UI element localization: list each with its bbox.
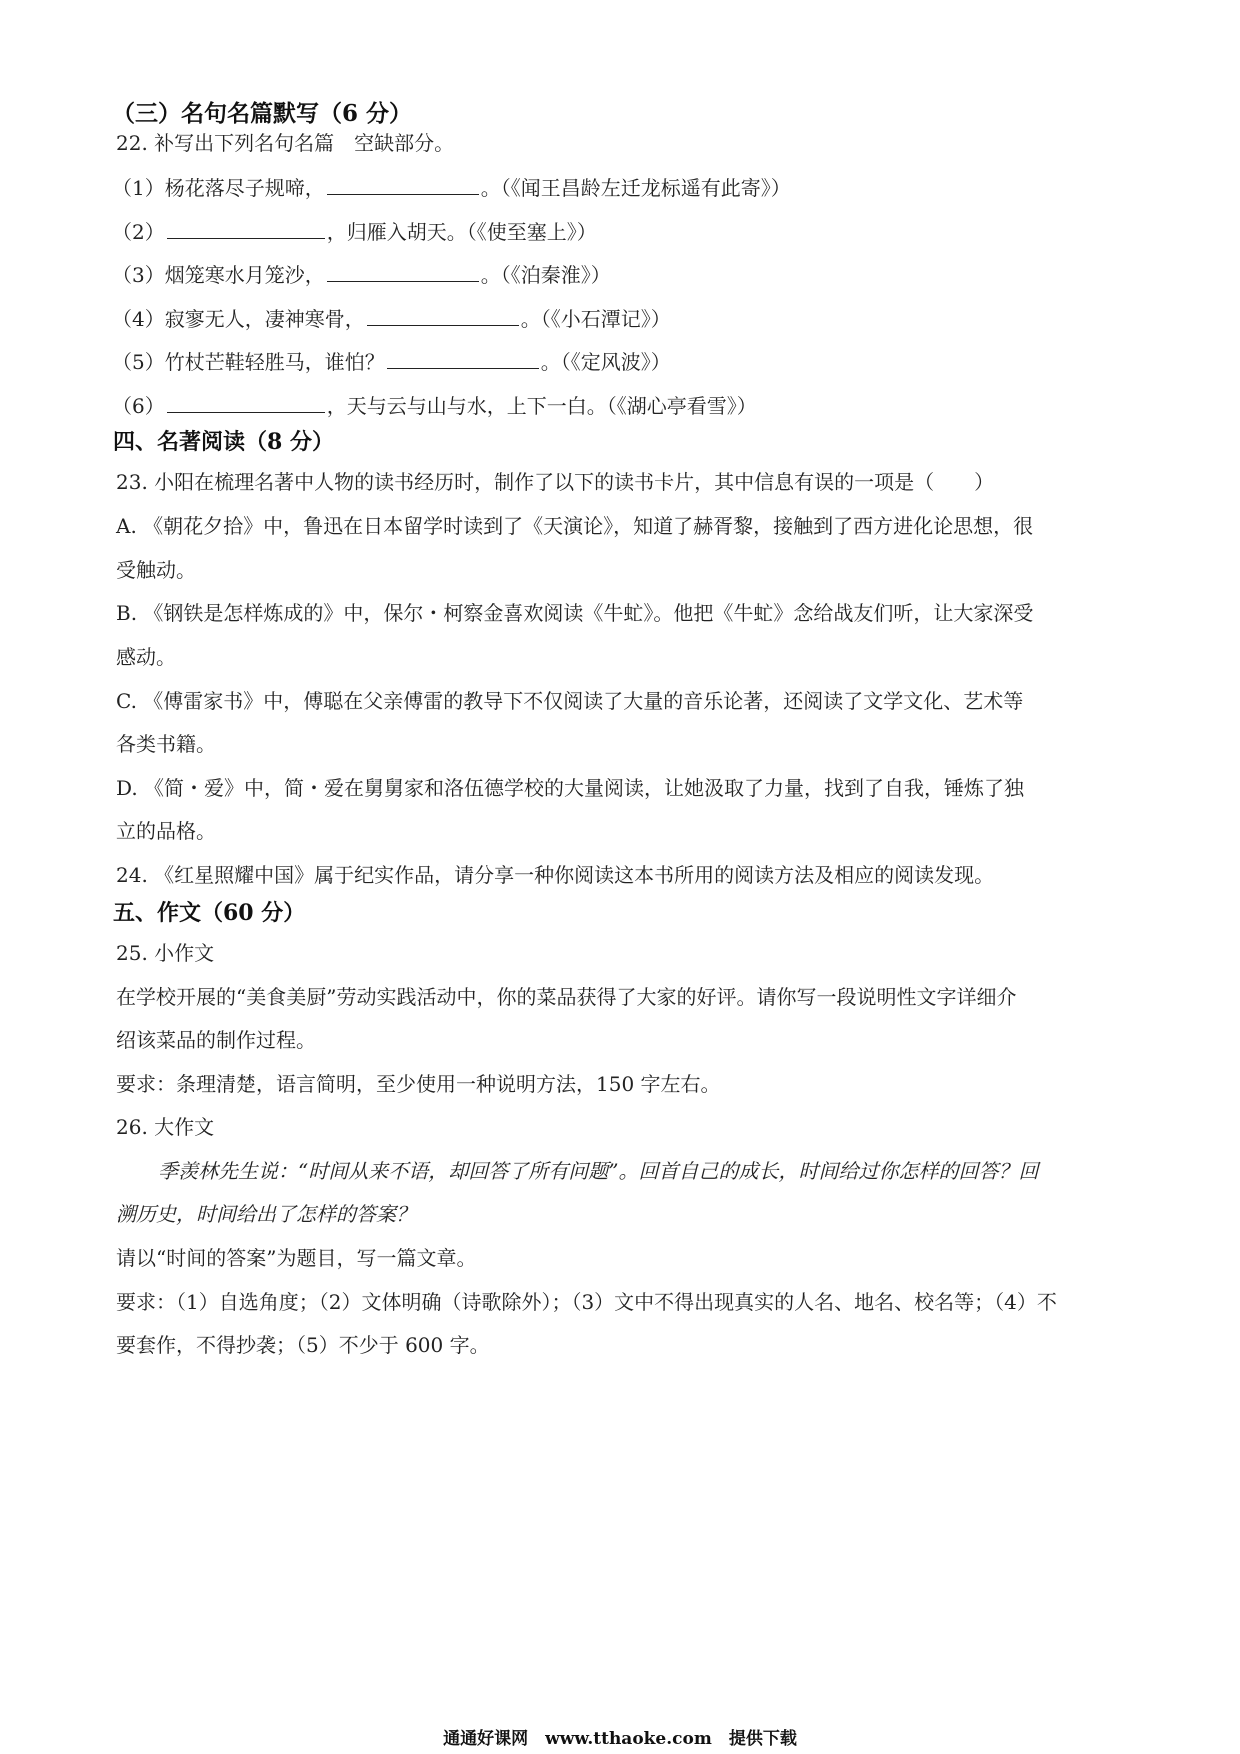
q26-requirement-line-2: 要套作，不得抄袭；（5）不少于 600 字。 [116, 1333, 490, 1357]
option-c-line-2: 各类书籍。 [116, 732, 216, 756]
q22-item-1-pre: （1）杨花落尽子规啼， [112, 176, 325, 200]
q22-item-1 [112, 174, 791, 201]
q22-item-1-post: 。（《闻王昌龄左迁龙标遥有此寄》） [480, 176, 791, 200]
q22-item-6-pre: （6） [112, 394, 165, 418]
q22-item-5-pre: （5）竹杖芒鞋轻胜马，谁怕？ [112, 350, 385, 374]
answer-blank[interactable] [367, 305, 519, 326]
q25-requirement: 要求：条理清楚，语言简明，至少使用一种说明方法，150 字左右。 [116, 1072, 721, 1096]
q22-item-6-post: ，天与云与山与水，上下一白。（《湖心亭看雪》） [326, 394, 757, 418]
option-d-line-1: D. 《简・爱》中，简・爱在舅舅家和洛伍德学校的大量阅读，让她汲取了力量，找到了自我，锤炼了独 [116, 776, 1025, 800]
answer-blank[interactable] [387, 348, 539, 369]
q26-quote-line-2: 溯历史，时间给出了怎样的答案？ [116, 1202, 416, 1226]
answer-blank[interactable] [327, 261, 479, 282]
option-a-line-2: 受触动。 [116, 558, 196, 582]
q22-item-3-pre: （3）烟笼寒水月笼沙， [112, 263, 325, 287]
answer-blank[interactable] [167, 218, 325, 239]
q26-requirement-line-1: 要求：（1）自选角度；（2）文体明确（诗歌除外）；（3）文中不得出现真实的人名、地名、校名等；（4）不 [116, 1290, 1057, 1314]
q22-item-3 [112, 261, 611, 288]
q22-item-6 [112, 392, 757, 419]
section-5-heading: 五、作文（60 分） [113, 900, 306, 926]
question-22: 22. 补写出下列名句名篇 空缺部分。 [116, 131, 455, 155]
q22-item-4-pre: （4）寂寥无人，凄神寒骨， [112, 307, 365, 331]
section-4-heading: 四、名著阅读（8 分） [113, 429, 334, 455]
answer-blank[interactable] [167, 392, 325, 413]
question-24: 24. 《红星照耀中国》属于纪实作品，请分享一种你阅读这本书所用的阅读方法及相应的阅读发现。 [116, 863, 995, 887]
page-footer: 通通好课网 www.tthaoke.com 提供下载 [443, 1729, 797, 1749]
option-c-line-1: C. 《傅雷家书》中，傅聪在父亲傅雷的教导下不仅阅读了大量的音乐论著，还阅读了文学文化、艺术等 [116, 689, 1024, 713]
q22-item-5-post: 。（《定风波》） [540, 350, 671, 374]
question-26: 26. 大作文 [116, 1115, 215, 1139]
q22-item-2-post: ，归雁入胡天。（《使至塞上》） [326, 220, 597, 244]
answer-blank[interactable] [327, 174, 479, 195]
q22-item-2-pre: （2） [112, 220, 165, 244]
q26-quote-line-1: 季羡林先生说：“时间从来不语，却回答了所有问题”。回首自己的成长，时间给过你怎样的回答？回 [158, 1159, 1039, 1183]
q26-prompt: 请以“时间的答案”为题目，写一篇文章。 [116, 1246, 477, 1270]
q22-item-2 [112, 218, 597, 245]
q25-text-line-1: 在学校开展的“美食美厨”劳动实践活动中，你的菜品获得了大家的好评。请你写一段说明性文字详细介 [116, 985, 1017, 1009]
option-b-line-1: B. 《钢铁是怎样炼成的》中，保尔・柯察金喜欢阅读《牛虻》。他把《牛虻》念给战友们听，让大家深受 [116, 601, 1034, 625]
option-a-line-1: A. 《朝花夕拾》中，鲁迅在日本留学时读到了《天演论》，知道了赫胥黎，接触到了西方进化论思想，很 [116, 514, 1034, 538]
section-3-heading: （三）名句名篇默写（6 分） [112, 100, 413, 127]
question-23: 23. 小阳在梳理名著中人物的读书经历时，制作了以下的读书卡片，其中信息有误的一项是（ ） [116, 470, 995, 494]
option-b-line-2: 感动。 [116, 645, 176, 669]
q22-item-5 [112, 348, 671, 375]
q25-text-line-2: 绍该菜品的制作过程。 [116, 1028, 316, 1052]
q22-item-4 [112, 305, 671, 332]
q22-item-4-post: 。（《小石潭记》） [520, 307, 671, 331]
question-25: 25. 小作文 [116, 941, 215, 965]
option-d-line-2: 立的品格。 [116, 819, 216, 843]
q22-item-3-post: 。（《泊秦淮》） [480, 263, 611, 287]
